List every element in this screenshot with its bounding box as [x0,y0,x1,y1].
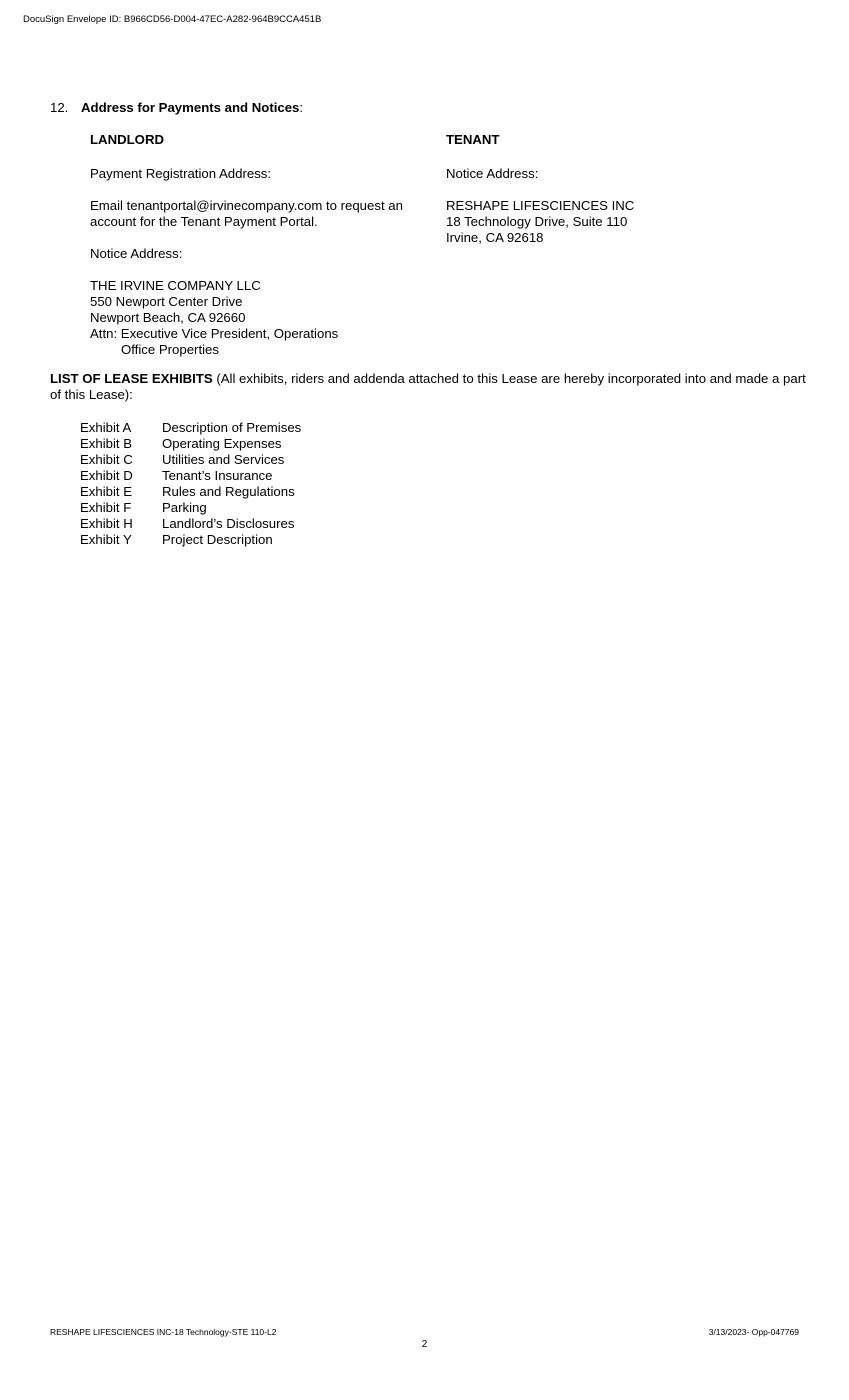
exhibit-row [80,484,301,500]
exhibit-code: Exhibit A [80,420,132,435]
exhibit-row [80,532,301,548]
exhibit-row [80,420,301,436]
exhibit-row [80,436,301,452]
exhibit-code: Exhibit H [80,516,133,531]
lease-exhibits-description: (All exhibits, riders and addenda attached to this Lease are hereby incorporated into and made a part of this Lease): [50,371,806,402]
exhibit-code: Exhibit F [80,500,132,515]
tenant-notice-address [446,198,806,246]
exhibit-title: Landlord’s Disclosures [162,516,295,531]
section-heading [50,100,303,115]
landlord-attn-line: Attn: Executive Vice President, Operations [90,326,339,341]
tenant-column [446,132,806,246]
docusign-envelope-id: DocuSign Envelope ID: B966CD56-D004-47EC-A282-964B9CCA451B [23,14,322,25]
exhibit-title: Utilities and Services [162,452,285,467]
landlord-column [90,132,435,358]
tenant-address-line-2: 18 Technology Drive, Suite 110 [446,214,628,229]
tenant-notice-label: Notice Address: [446,166,539,181]
exhibit-row [80,468,301,484]
landlord-attn-line-2: Office Properties [121,342,219,357]
landlord-payment-label: Payment Registration Address: [90,166,272,181]
tenant-heading: TENANT [446,132,500,147]
section-title-suffix: : [299,100,304,115]
exhibit-code: Exhibit D [80,468,133,483]
tenant-address-line-3: Irvine, CA 92618 [446,230,544,245]
landlord-address-line-1: THE IRVINE COMPANY LLC [90,278,261,293]
tenant-address-line-1: RESHAPE LIFESCIENCES INC [446,198,635,213]
exhibit-code: Exhibit C [80,452,133,467]
footer-document-id: RESHAPE LIFESCIENCES INC-18 Technology-STE 110-L2 [50,1327,277,1337]
landlord-heading: LANDLORD [90,132,164,147]
exhibit-title: Tenant’s Insurance [162,468,273,483]
exhibit-row [80,516,301,532]
exhibit-title: Description of Premises [162,420,302,435]
landlord-notice-address [90,278,435,358]
landlord-email-paragraph [90,198,435,230]
exhibit-title: Operating Expenses [162,436,282,451]
exhibit-title: Project Description [162,532,273,547]
exhibit-row [80,452,301,468]
footer-date-opp: 3/13/2023- Opp-047769 [708,1327,799,1337]
lease-exhibits-heading: LIST OF LEASE EXHIBITS [50,371,213,386]
landlord-address-line-2: 550 Newport Center Drive [90,294,243,309]
exhibit-row [80,500,301,516]
landlord-email-line-1: Email tenantportal@irvinecompany.com to request an [90,198,403,213]
exhibit-title: Parking [162,500,207,515]
exhibit-code: Exhibit B [80,436,133,451]
section-number: 12. [50,100,69,115]
landlord-address-line-3: Newport Beach, CA 92660 [90,310,246,325]
exhibit-list [80,420,301,548]
section-title: Address for Payments and Notices [81,100,300,115]
landlord-email-line-2: account for the Tenant Payment Portal. [90,214,318,229]
exhibit-code: Exhibit Y [80,532,132,547]
exhibit-code: Exhibit E [80,484,133,499]
page-number: 2 [421,1339,428,1350]
exhibit-title: Rules and Regulations [162,484,295,499]
landlord-notice-label: Notice Address: [90,246,183,261]
lease-exhibits-intro [50,371,810,403]
